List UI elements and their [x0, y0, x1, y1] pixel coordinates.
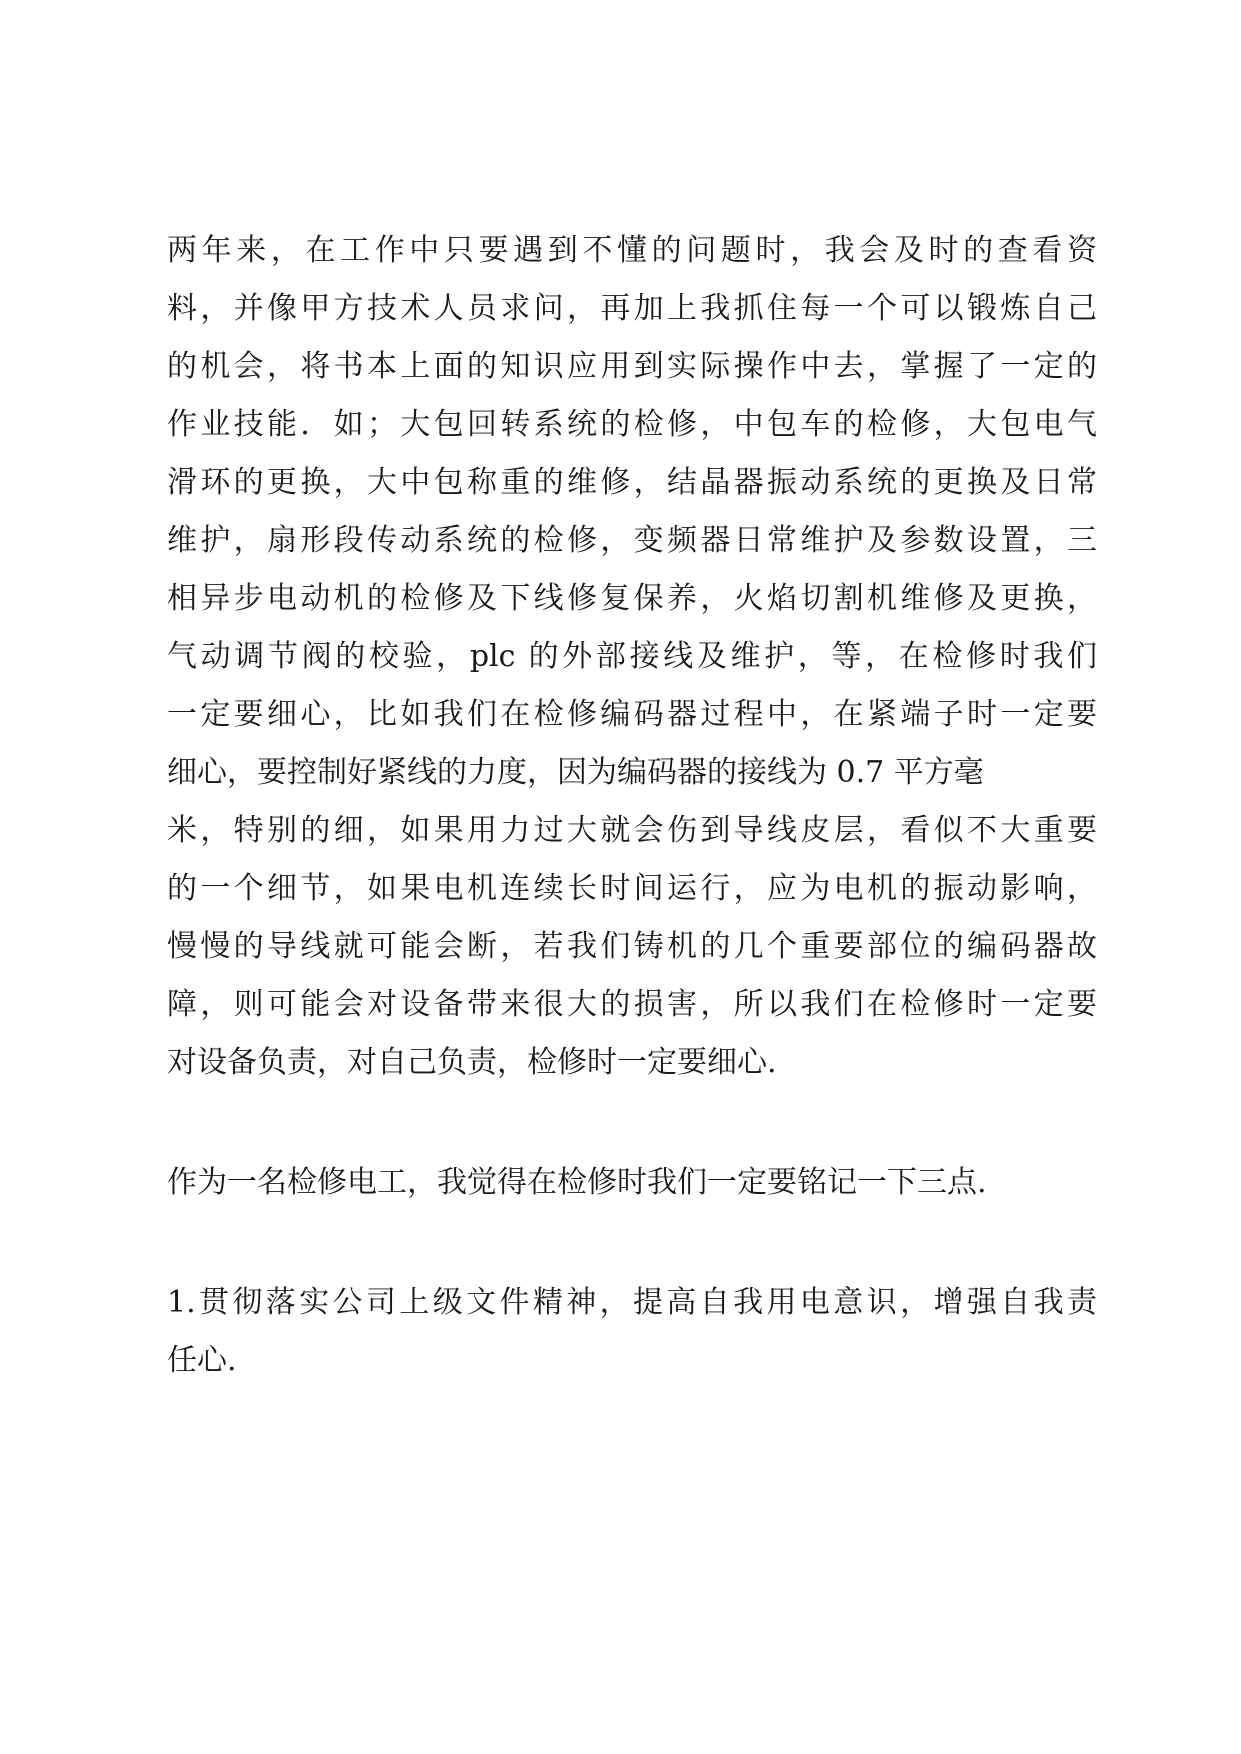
text-line: 对设备负责，对自己负责，检修时一定要细心. [167, 1045, 777, 1080]
paragraph-maintenance-experience [167, 222, 1097, 1092]
text-line: 滑环的更换，大中包称重的维修，结晶器振动系统的更换及日常 [167, 465, 1097, 500]
text-line: 米，特别的细，如果用力过大就会伤到导线皮层，看似不大重要 [167, 813, 1097, 848]
document-body [167, 222, 1097, 1390]
text-line: 细心，要控制好紧线的力度，因为编码器的接线为 0.7 平方毫 [167, 755, 984, 790]
paragraph-three-points-intro [167, 1154, 1097, 1212]
text-line: 维护，扇形段传动系统的检修，变频器日常维护及参数设置，三 [167, 523, 1097, 558]
text-line: 慢慢的导线就可能会断，若我们铸机的几个重要部位的编码器故 [167, 929, 1097, 964]
text-line: 两年来，在工作中只要遇到不懂的问题时，我会及时的查看资 [167, 233, 1097, 268]
text-line: 1.贯彻落实公司上级文件精神，提高自我用电意识，增强自我责 [167, 1285, 1097, 1320]
text-line: 的一个细节，如果电机连续长时间运行，应为电机的振动影响， [167, 871, 1097, 906]
text-line: 障，则可能会对设备带来很大的损害，所以我们在检修时一定要 [167, 987, 1097, 1022]
text-line: 一定要细心，比如我们在检修编码器过程中，在紧端子时一定要 [167, 697, 1097, 732]
text-line: 相异步电动机的检修及下线修复保养，火焰切割机维修及更换， [167, 581, 1097, 616]
paragraph-point-one [167, 1274, 1097, 1390]
text-line: 料，并像甲方技术人员求问，再加上我抓住每一个可以锻炼自己 [167, 291, 1097, 326]
text-line: 作业技能．如；大包回转系统的检修，中包车的检修，大包电气 [167, 407, 1097, 442]
text-line: 气动调节阀的校验，plc 的外部接线及维护，等，在检修时我们 [167, 639, 1097, 674]
text-line: 作为一名检修电工，我觉得在检修时我们一定要铭记一下三点. [167, 1165, 987, 1200]
text-line: 的机会，将书本上面的知识应用到实际操作中去，掌握了一定的 [167, 349, 1097, 384]
text-line: 任心. [167, 1343, 237, 1378]
